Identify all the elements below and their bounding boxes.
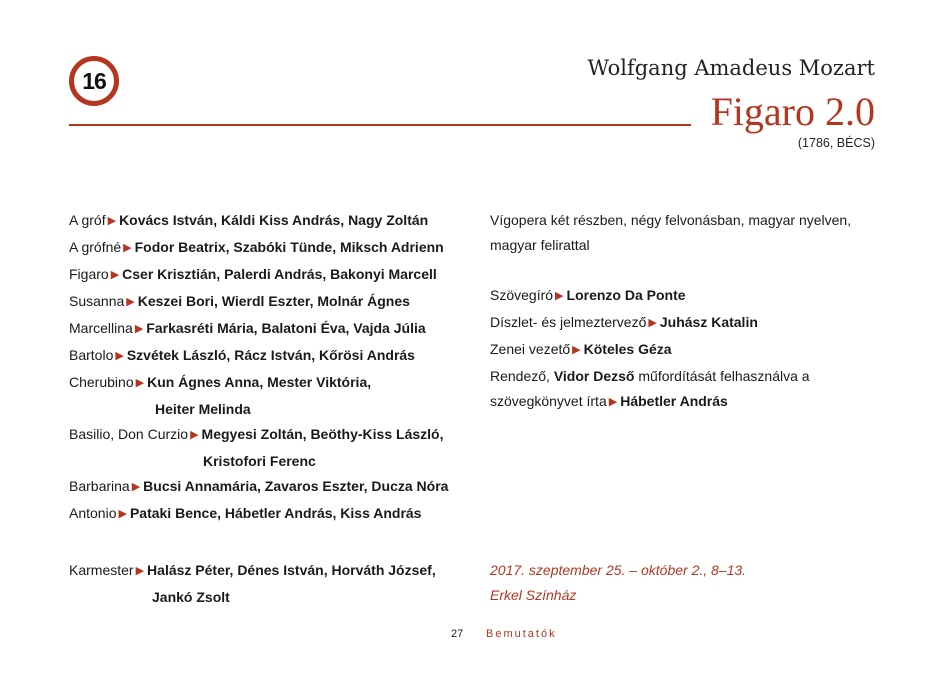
cast-row — [69, 501, 479, 528]
arrow-icon: ▶ — [131, 481, 141, 493]
arrow-icon: ▶ — [555, 290, 564, 302]
production-info — [490, 208, 880, 416]
cast-names: Cser Krisztián, Palerdi András, Bakonyi Marcell — [122, 266, 437, 282]
director-row — [490, 364, 880, 389]
director-line2: szövegkönyvet írta — [490, 393, 607, 409]
cast-names: Szvétek László, Rácz István, Kőrösi András — [126, 347, 415, 363]
director-post: műfordítását felhasználva a — [634, 368, 810, 384]
arrow-icon: ▶ — [572, 344, 581, 356]
cast-names-continued: Heiter Melinda — [155, 401, 251, 417]
arrow-icon: ▶ — [115, 350, 124, 362]
spacer — [490, 258, 880, 283]
conductor-names-continued: Jankó Zsolt — [152, 589, 230, 605]
cast-row — [69, 474, 479, 501]
cast-role: Susanna — [69, 293, 125, 309]
date-line: 2017. szeptember 25. – október 2., 8–13. — [490, 562, 747, 578]
arrow-icon: ▶ — [135, 377, 145, 389]
number-badge: 16 — [69, 56, 119, 106]
cast-list — [69, 208, 479, 528]
cast-row — [69, 235, 479, 262]
title-rule — [69, 124, 691, 126]
genre-line: Vígopera két részben, négy felvonásban, magyar nyelven, — [490, 212, 852, 228]
cast-row — [69, 262, 479, 289]
arrow-icon: ▶ — [135, 565, 145, 577]
performance-dates — [490, 558, 746, 608]
cast-names: Fodor Beatrix, Szabóki Tünde, Miksch Adrienn — [134, 239, 444, 255]
cast-row — [69, 289, 479, 316]
credit-role: Díszlet- és jelmeztervező — [490, 314, 647, 330]
cast-names: Kun Ágnes Anna, Mester Viktória, — [147, 374, 372, 390]
opera-year-city: (1786, BÉCS) — [797, 136, 875, 150]
cast-role: Basilio, Don Curzio — [69, 426, 189, 442]
cast-row — [69, 370, 479, 397]
opera-title: Figaro 2.0 — [710, 89, 875, 134]
director-name: Hábetler András — [620, 393, 728, 409]
arrow-icon: ▶ — [126, 296, 135, 308]
cast-names: Keszei Bori, Wierdl Eszter, Molnár Ágnes — [137, 293, 410, 309]
genre-line: magyar felirattal — [490, 237, 590, 253]
arrow-icon: ▶ — [190, 429, 199, 441]
cast-role: Barbarina — [69, 478, 130, 494]
section-name: Bemutatók — [486, 628, 557, 640]
conductor-block — [69, 558, 436, 610]
arrow-icon: ▶ — [123, 242, 132, 254]
credit-row — [490, 310, 880, 337]
conductor-names: Halász Péter, Dénes István, Horváth József, — [147, 562, 436, 578]
venue-line: Erkel Színház — [490, 587, 577, 603]
cast-names: Bucsi Annamária, Zavaros Eszter, Ducza Nóra — [143, 478, 449, 494]
director-row — [490, 389, 880, 416]
credit-role: Szövegíró — [490, 287, 554, 303]
conductor-row — [69, 558, 436, 585]
arrow-icon: ▶ — [107, 215, 117, 227]
arrow-icon: ▶ — [118, 508, 127, 520]
credit-row — [490, 337, 880, 364]
cast-names: Pataki Bence, Hábetler András, Kiss András — [129, 505, 422, 521]
credit-role: Zenei vezető — [490, 341, 571, 357]
arrow-icon: ▶ — [110, 269, 120, 281]
cast-role: A grófné — [69, 239, 122, 255]
cast-role: Marcellina — [69, 320, 133, 336]
cast-role: Cherubino — [69, 374, 134, 390]
credit-row — [490, 283, 880, 310]
page-number: 27 — [451, 628, 464, 640]
cast-row — [69, 422, 479, 449]
director-pre: Rendező, — [490, 368, 554, 384]
arrow-icon: ▶ — [608, 396, 618, 408]
cast-row — [69, 343, 479, 370]
cast-row — [69, 208, 479, 235]
credit-name: Juhász Katalin — [659, 314, 758, 330]
cast-names: Farkasréti Mária, Balatoni Éva, Vajda Júlia — [146, 320, 426, 336]
arrow-icon: ▶ — [134, 323, 144, 335]
cast-role: Bartolo — [69, 347, 114, 363]
cast-role: A gróf — [69, 212, 106, 228]
credit-name: Lorenzo Da Ponte — [566, 287, 686, 303]
cast-row — [69, 316, 479, 343]
cast-names: Kovács István, Káldi Kiss András, Nagy Zoltán — [119, 212, 429, 228]
translator-name: Vidor Dezső — [553, 368, 635, 384]
credit-name: Köteles Géza — [583, 341, 672, 357]
cast-names-continued: Kristofori Ferenc — [203, 453, 316, 469]
conductor-role: Karmester — [69, 562, 134, 578]
cast-names: Megyesi Zoltán, Beöthy-Kiss László, — [201, 426, 444, 442]
composer-name: Wolfgang Amadeus Mozart — [587, 56, 875, 80]
arrow-icon: ▶ — [648, 317, 657, 329]
cast-role: Figaro — [69, 266, 109, 282]
cast-role: Antonio — [69, 505, 117, 521]
